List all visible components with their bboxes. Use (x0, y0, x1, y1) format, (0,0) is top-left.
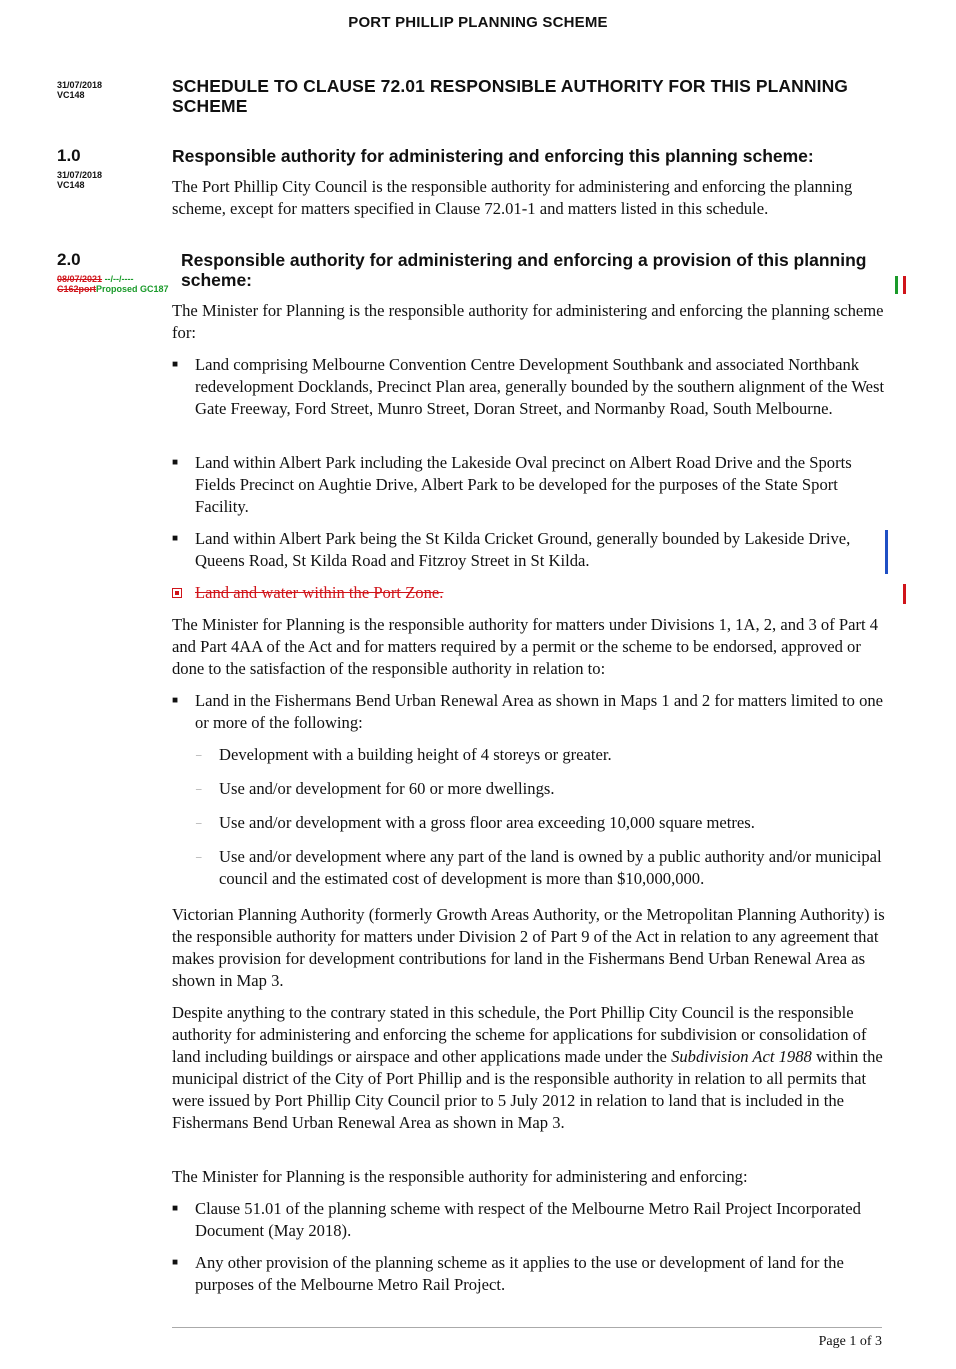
section-2-paragraph-5: The Minister for Planning is the responsible authority for administering and enforcing: (172, 1167, 748, 1186)
section-2-paragraph-2: The Minister for Planning is the responsible authority for matters under Divisions 1, 1A, 2, and 3 of Part 4 and Part 4AA of the Act and for matters required by a permit or the scheme to be endorsed, approved or done to the satisfaction of the responsible authority in relation to: (172, 615, 879, 678)
section-2-intro: The Minister for Planning is the responsible authority for administering and enforcing the planning scheme for: (172, 301, 884, 342)
section-1-paragraph: The Port Phillip City Council is the responsible authority for administering and enforcing the planning scheme, except for matters specified in Clause 72.01-1 and matters listed in this schedule. (172, 177, 853, 218)
schedule-title (172, 76, 892, 116)
change-bar-deleted (903, 276, 906, 294)
page-number: Page 1 of 3 (818, 1334, 882, 1349)
section-1-date: 31/07/2018 (57, 170, 103, 180)
section-2-amendment-added: Proposed GC187 (96, 284, 169, 294)
section-2-paragraph-3: Victorian Planning Authority (formerly Growth Areas Authority, or the Metropolitan Planning Authority) is the responsible authority for matters under Division 2 of Part 9 of the Act in relation to any agreement that makes provision for development contributions for land in the Fishermans Bend Urban Renewal Area as shown in Map 3. (172, 905, 885, 990)
section-2-date-added: --/--/---- (104, 274, 134, 284)
section-1-amendment: VC148 (57, 180, 85, 190)
change-bar-added (895, 276, 898, 294)
page-header: PORT PHILLIP PLANNING SCHEME (348, 14, 608, 31)
section-1-date-note (57, 170, 102, 190)
schedule-amendment: VC148 (57, 90, 85, 100)
dash-icon: – (196, 851, 202, 863)
bullet-icon: ■ (172, 457, 179, 468)
schedule-date-note (57, 80, 102, 100)
bullet-icon: ■ (172, 533, 179, 544)
section-2-date-deleted: 08/07/2021 (57, 274, 103, 284)
schedule-date: 31/07/2018 (57, 80, 103, 90)
section-2-number: 2.0 (57, 250, 81, 269)
footer-divider (172, 1327, 882, 1328)
schedule-title-line1: SCHEDULE TO CLAUSE 72.01 RESPONSIBLE AUTHORITY FOR THIS PLANNING (172, 76, 849, 96)
schedule-title-line2: SCHEME (172, 96, 248, 116)
bullet-icon: ■ (172, 1203, 179, 1214)
dash-icon: – (196, 817, 202, 829)
dash-icon: – (196, 749, 202, 761)
deleted-bullet-icon (172, 588, 182, 598)
section-2-amendment-deleted: C162port (57, 284, 97, 294)
bullet-icon: ■ (172, 695, 179, 706)
change-bar-deleted (903, 584, 906, 604)
section-1-heading: Responsible authority for administering and enforcing this planning scheme: (172, 146, 814, 166)
change-bar-modified (885, 530, 888, 574)
section-2-heading-line1: Responsible authority for administering and enforcing a provision of this planning (181, 250, 867, 270)
bullet-icon: ■ (172, 1257, 179, 1268)
act-name: Subdivision Act 1988 (671, 1047, 812, 1066)
section-1-number: 1.0 (57, 146, 81, 165)
section-2-heading-line2: scheme: (181, 270, 253, 290)
section-2-paragraph-4: Despite anything to the contrary stated in this schedule, the Port Phillip City Council is the responsible authority for administering and enforcing the scheme for applications for subdivision or consolidation of land including buildings or airspace and other applications made under the Subdivision Act 1988 within the municipal district of the City of Port Phillip and is the responsible authority in relation to all permits that were issued by Port Phillip City Council prior to 5 July 2012 in relation to land that is included in the Fishermans Bend Urban Renewal Area as shown in Map 3. (172, 1003, 883, 1132)
dash-icon: – (196, 783, 202, 795)
bullet-icon: ■ (172, 359, 179, 370)
section-2-date-note (57, 274, 169, 294)
